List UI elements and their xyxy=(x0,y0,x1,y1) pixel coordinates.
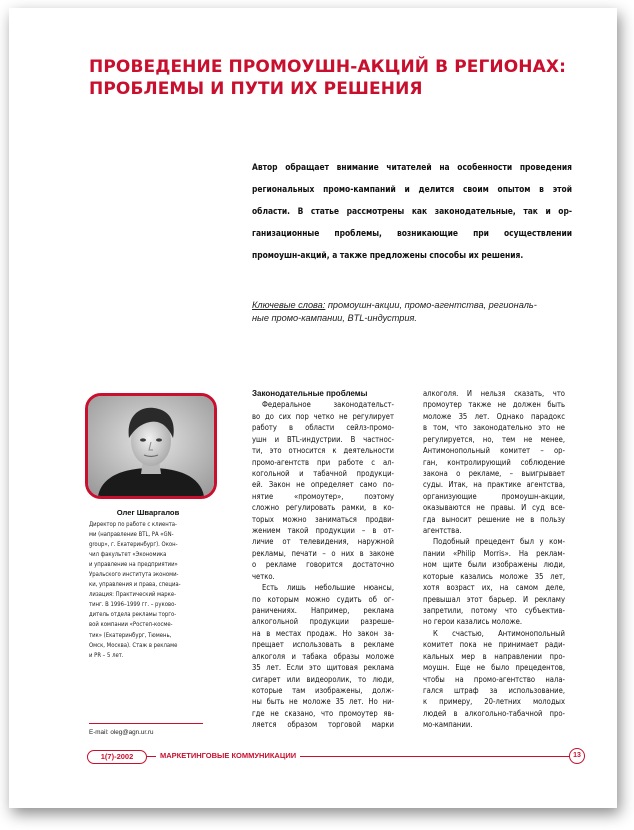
magazine-page xyxy=(9,8,617,808)
body-line: сложно регулировать рамки, в ко- xyxy=(252,503,394,513)
body-line: кальных мер в направлении про- xyxy=(423,651,565,661)
bio-line: group», г. Екатеринбург). Окон- xyxy=(89,542,178,549)
body-line: личие от телевидения, наружной xyxy=(252,537,394,547)
author-bio xyxy=(89,520,209,661)
body-line: на в местах продаж. Но закон за- xyxy=(252,628,394,638)
body-line: о рекламе говорится достаточно xyxy=(252,560,394,570)
body-line: гда выносит решение не в пользу xyxy=(423,514,565,524)
body-line: хотя возраст их, на самом деле, xyxy=(423,583,565,593)
body-line: когольной и табачной продукци- xyxy=(252,468,394,478)
title-line: ПРОВЕДЕНИЕ ПРОМОУШН-АКЦИЙ В РЕГИОНАХ: xyxy=(89,57,566,77)
body-line: по которым можно судить об ог- xyxy=(252,594,394,604)
body-line: людей в алкогольно-табачной про- xyxy=(423,708,565,718)
body-line: в том, что законодательно это не xyxy=(423,423,565,433)
body-line: пании «Philip Morris». На реклам- xyxy=(423,548,565,558)
body-line: рекламы, печати – о них в законе xyxy=(252,548,394,558)
body-line: алкоголя. И нельзя сказать, что xyxy=(423,389,565,398)
body-line: превышал этот барьер. И рекламу xyxy=(423,594,565,604)
bio-line: тинг. В 1996–1999 гг. – руково- xyxy=(89,602,177,609)
body-line: но герои казались моложе. xyxy=(423,617,523,627)
journal-title: МАРКЕТИНГОВЫЕ КОММУНИКАЦИИ xyxy=(156,750,300,762)
body-line: 35 лет. Если это щитовая реклама xyxy=(252,663,394,673)
author-portrait-icon xyxy=(88,396,214,496)
issue-badge: 1(7)-2002 xyxy=(87,750,147,764)
abstract-line: региональных промо-кампаний и делится своим опытом в этой xyxy=(252,184,572,194)
body-line: комитет пока не принимает ради- xyxy=(423,640,565,650)
keywords-label: Ключевые слова: xyxy=(252,300,326,310)
body-line: нятие «промоутер», поэтому xyxy=(252,491,394,501)
bio-line: Директор по работе с клиента- xyxy=(89,522,177,528)
body-line: промо-агентств при работе с ал- xyxy=(252,457,394,467)
body-line: ей. Закон не определяет само по- xyxy=(252,480,394,490)
body-line: Федеральное законодательст- xyxy=(262,400,394,410)
body-line: закона о рекламе, – выигрывает xyxy=(423,468,565,478)
bio-line: дитель отдела рекламы торго- xyxy=(89,612,177,619)
body-line: Подобный прецедент был у ком- xyxy=(433,537,565,547)
bio-line: и PR – 5 лет. xyxy=(89,652,124,659)
body-line: промоутер также не должен быть xyxy=(423,400,565,410)
body-line: ти, это относится к деятельности xyxy=(252,446,394,456)
bio-line: Омск, Москва). Стаж в рекламе xyxy=(89,642,178,649)
bio-line: ки, управления и права, специа- xyxy=(89,582,181,589)
body-line: моложе 35 лет. Однако парадокс xyxy=(423,411,565,421)
body-line: ушн и BTL-индустрии. В частнос- xyxy=(252,434,394,444)
title-line: ПРОБЛЕМЫ И ПУТИ ИХ РЕШЕНИЯ xyxy=(89,79,423,99)
body-line: запретили, потому что субъектив- xyxy=(423,606,565,616)
bio-line: лизация: Практический марке- xyxy=(89,592,176,599)
body-line: жением такой продукции – в от- xyxy=(252,526,394,536)
body-line: к примеру, 20-летних молодых xyxy=(423,697,565,707)
bio-line: чил факультет «Экономика xyxy=(89,552,167,559)
body-line: оказываются не правы. И суд все- xyxy=(423,503,565,513)
abstract-line: Автор обращает внимание читателей на особенности проведения xyxy=(252,162,572,172)
body-column-left xyxy=(252,388,394,731)
body-line: во до сих пор четко не регулирует xyxy=(252,411,394,421)
body-line: гался штраф за использование, xyxy=(423,685,565,695)
body-line: сигарет или видеоролик, то люди, xyxy=(252,674,394,684)
author-name: Олег Шваргалов xyxy=(116,508,180,517)
body-line: ляется образом торговой марки xyxy=(252,720,394,730)
keywords-text: промоушн-акции, промо-агентства, региональ- xyxy=(325,300,537,310)
body-line: Антимонопольный комитет – ор- xyxy=(423,446,565,456)
body-line: торых можно заниматься продви- xyxy=(252,514,394,524)
page-number: 13 xyxy=(569,748,585,764)
bio-divider xyxy=(89,723,203,724)
section-heading: Законодательные проблемы xyxy=(252,389,368,398)
body-line: алкогольной продукции разреше- xyxy=(252,617,394,627)
body-line: суды. Итак, на практике агентства, xyxy=(423,480,565,490)
body-line: четко. xyxy=(252,571,275,581)
body-line: где не сказано, что промоутер яв- xyxy=(252,708,394,718)
body-line: регулируется, но, тем не менее, xyxy=(423,434,565,444)
abstract-line: ганизационные проблемы, возникающие при осуществлении xyxy=(252,228,572,238)
article-title xyxy=(89,56,589,100)
bio-line: Уральского института экономи- xyxy=(89,572,179,579)
body-line: организующие промоушн-акции, xyxy=(423,491,565,501)
body-line: мо-кампании. xyxy=(423,720,473,730)
body-column-right xyxy=(423,388,565,731)
body-line: чтобы на промо-агентство нала- xyxy=(423,674,565,684)
body-line: агентства. xyxy=(423,526,462,536)
body-line: которые казались моложе 35 лет, xyxy=(423,571,565,581)
bio-line: вой компании «Ростеп-косме- xyxy=(89,622,173,629)
author-email-link[interactable]: E-mail: oleg@agn.ur.ru xyxy=(89,729,154,736)
body-line: раничениях. Например, реклама xyxy=(252,606,394,616)
abstract-line: области. В статье рассмотрены как законодательные, так и ор- xyxy=(252,206,572,216)
keywords-line-1 xyxy=(252,299,582,312)
body-line: Есть лишь небольшие нюансы, xyxy=(262,583,394,593)
keywords-line-2: ные промо-кампании, BTL-индустрия. xyxy=(252,313,417,323)
bio-line: и управление на предприятии» xyxy=(89,562,178,569)
body-line: алкоголя и табака образы моложе xyxy=(252,651,394,661)
bio-line: ми (направление BTL, РА «GN- xyxy=(89,532,174,539)
body-line: работу в области сейлз-промо- xyxy=(252,423,394,433)
body-line: моушн. Еще не было прецедентов, xyxy=(423,663,565,673)
body-line: К счастью, Антимонопольный xyxy=(433,628,565,638)
keywords xyxy=(252,299,582,325)
body-line: прещает использовать в рекламе xyxy=(252,640,394,650)
author-photo xyxy=(85,393,217,499)
abstract-line: промоушн-акций, а также предложены способы их решения. xyxy=(252,250,524,260)
bio-line: тик» (Екатеринбург, Тюмень, xyxy=(89,632,172,639)
article-abstract xyxy=(252,156,572,266)
body-line: которые там изображены, долж- xyxy=(252,685,394,695)
body-line: ном щите были изображены люди, xyxy=(423,560,565,570)
body-line: ны быть не моложе 35 лет. Но ни- xyxy=(252,697,394,707)
body-line: ган, контролирующий соблюдение xyxy=(423,457,565,467)
